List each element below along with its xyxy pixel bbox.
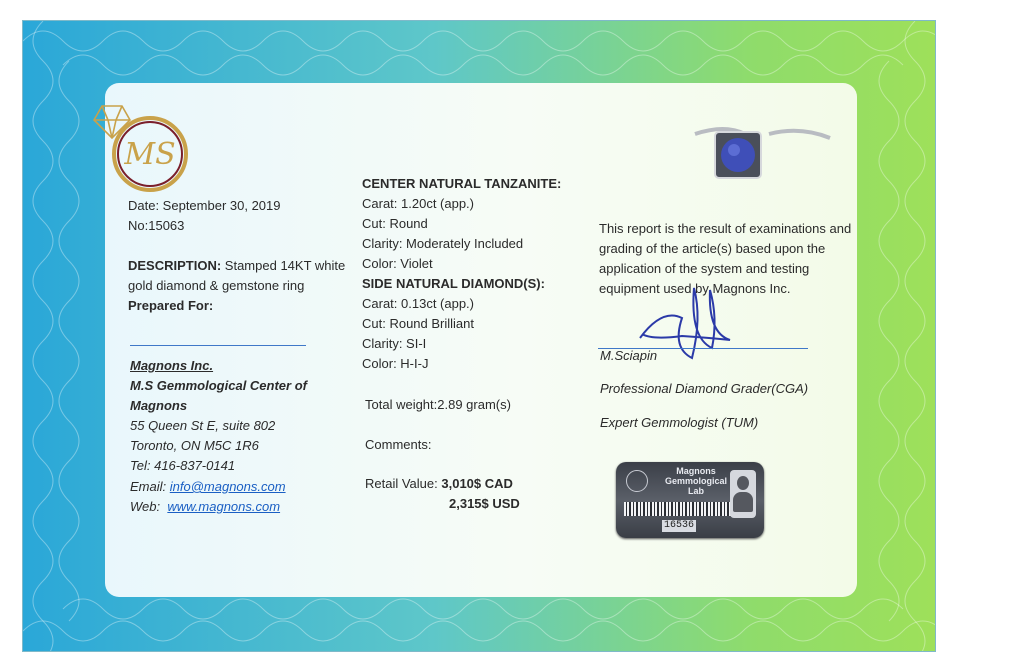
prepared-for-line	[130, 345, 306, 346]
signer-name: M.Sciapin	[600, 348, 658, 363]
seal-portrait	[730, 470, 756, 518]
description-text-1: Stamped 14KT white	[224, 258, 346, 273]
hologram-seal	[616, 462, 764, 538]
certificate-date: Date: September 30, 2019	[128, 198, 281, 213]
description-line-2: gold diamond & gemstone ring	[128, 278, 305, 293]
side-color: Color: H-I-J	[362, 356, 429, 371]
retail-value-label: Retail Value:	[365, 476, 438, 491]
email-label: Email:	[130, 479, 167, 494]
center-name-line-2: Magnons	[130, 398, 188, 413]
seal-line-2: Gemmological	[664, 476, 727, 486]
seal-label	[656, 466, 736, 496]
report-text-line-1: This report is the result of examinations and	[599, 221, 852, 236]
signer-title-2: Expert Gemmologist (TUM)	[600, 415, 759, 430]
side-stone-heading: SIDE NATURAL DIAMOND(S):	[362, 276, 545, 291]
description-line-1	[128, 256, 345, 276]
web-row	[130, 497, 280, 517]
comments-label: Comments:	[365, 437, 432, 452]
certificate-number: No:15063	[128, 218, 185, 233]
prepared-for-label: Prepared For:	[128, 298, 214, 313]
center-stone-heading: CENTER NATURAL TANZANITE:	[362, 176, 562, 191]
ms-logo	[88, 98, 198, 194]
logo-monogram: MS	[124, 137, 176, 172]
web-link[interactable]: www.magnons.com	[167, 499, 281, 514]
side-carat: Carat: 0.13ct (app.)	[362, 296, 474, 311]
retail-value-row	[365, 474, 513, 494]
telephone: Tel: 416-837-0141	[130, 458, 236, 473]
company-name: Magnons Inc.	[130, 358, 214, 373]
report-text-line-4: equipment used by Magnons Inc.	[599, 281, 791, 296]
description-label: DESCRIPTION:	[128, 258, 222, 273]
seal-line-3: Lab	[687, 486, 704, 496]
email-row	[130, 477, 286, 497]
center-cut: Cut: Round	[362, 216, 428, 231]
center-name-line-1: M.S Gemmological Center of	[130, 378, 307, 393]
address-line-1: 55 Queen St E, suite 802	[130, 418, 276, 433]
center-carat: Carat: 1.20ct (app.)	[362, 196, 474, 211]
side-cut: Cut: Round Brilliant	[362, 316, 474, 331]
web-label: Web:	[130, 499, 161, 514]
seal-number: 16536	[664, 520, 695, 531]
report-text-line-2: grading of the article(s) based upon the	[599, 241, 826, 256]
retail-value-usd: 2,315$ USD	[449, 496, 520, 511]
ring-photo	[685, 122, 835, 192]
signer-title-1: Professional Diamond Grader(CGA)	[600, 381, 809, 396]
seal-line-1: Magnons	[676, 466, 716, 476]
seal-emblem-icon	[626, 470, 648, 492]
center-clarity: Clarity: Moderately Included	[362, 236, 524, 251]
retail-value-cad: 3,010$ CAD	[441, 476, 513, 491]
center-color: Color: Violet	[362, 256, 433, 271]
seal-barcode	[624, 502, 732, 516]
total-weight: Total weight:2.89 gram(s)	[365, 397, 511, 412]
email-link[interactable]: info@magnons.com	[169, 479, 286, 494]
report-text-line-3: application of the system and testing	[599, 261, 810, 276]
address-line-2: Toronto, ON M5C 1R6	[130, 438, 259, 453]
side-clarity: Clarity: SI-I	[362, 336, 427, 351]
